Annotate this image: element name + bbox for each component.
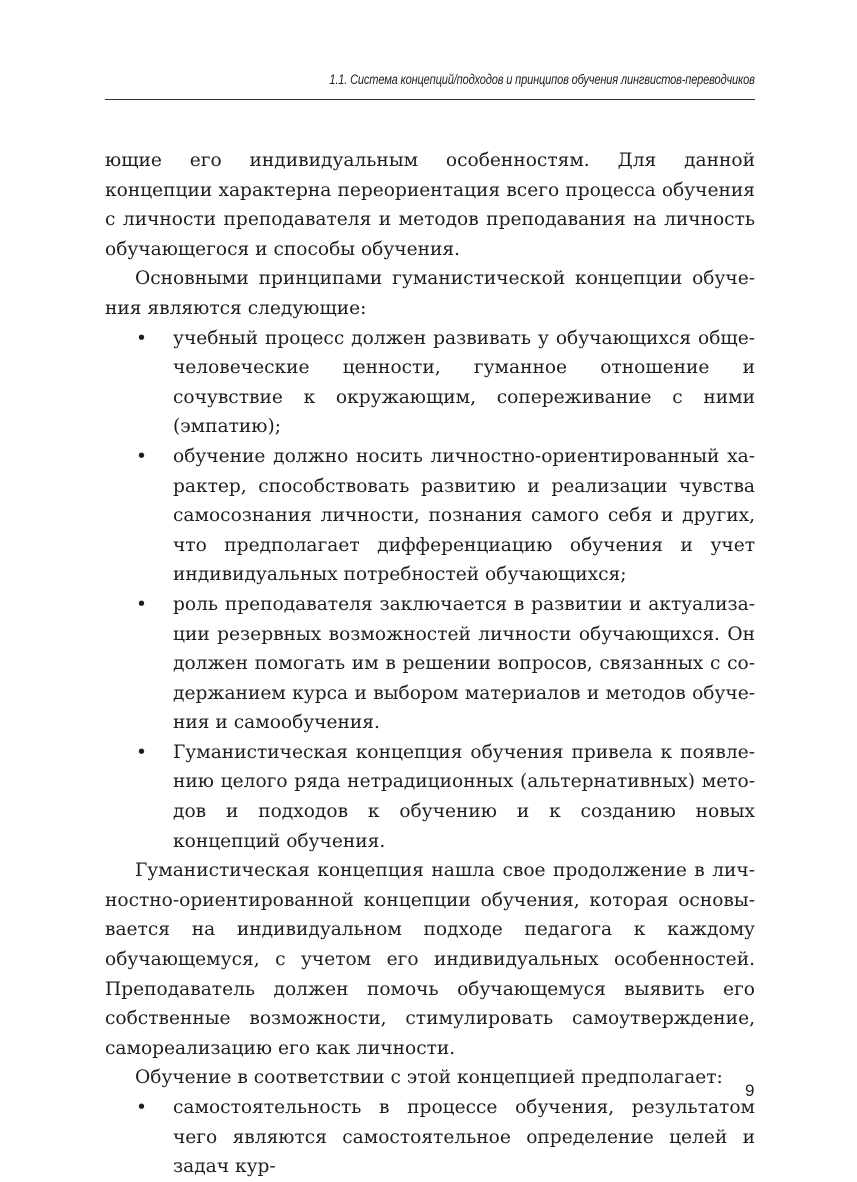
paragraph: Гуманистическая концепция нашла свое продолжение в личностно-ориентированной концепции обучения, которая основывается на индивидуальном подходе педагога к каждому обучающемуся, с учетом его индивидуальных особенностей. Преподаватель должен помочь обучающемуся выявить его собственные возможности, стимулировать самоутверждение, самореализацию его как личности. <box>105 860 755 1059</box>
list-item-text: обучение должно носить личностно-ориентированный характер, способствовать развитию и реализации чувства самосознания личности, познания самого себя и других, что предполагает дифференциацию обучения и учет индивидуальных потребностей обучающихся; <box>173 445 755 586</box>
list-item-text: учебный процесс должен развивать у обучающихся общечеловеческие ценности, гуманное отношение и сочувствие к окружающим, сопереживание с ними (эмпатию); <box>173 327 755 438</box>
running-header <box>105 72 755 100</box>
page-number: 9 <box>745 1081 755 1100</box>
paragraph: Основными принципами гуманистической концепции обучения являются следующие: <box>105 268 755 319</box>
bullet-list <box>105 324 755 857</box>
list-item <box>105 1093 755 1182</box>
paragraph: ющие его индивидуальным особенностям. Для данной концепции характерна переориентация всего процесса обучения с личности преподавателя и методов преподавания на личность обучающегося и способы обучения. <box>105 150 755 260</box>
paragraph: Обучение в соответствии с этой концепцией предполагает: <box>135 1067 723 1089</box>
page-body <box>105 146 755 1182</box>
list-item-text: Гуманистическая концепция обучения привела к появлению целого ряда нетрадиционных (альтернативных) методов и подходов к обучению и к созданию новых концепций обучения. <box>173 741 755 852</box>
bullet-icon: • <box>136 1097 147 1118</box>
bullet-icon: • <box>136 445 147 467</box>
bullet-icon: • <box>136 741 147 763</box>
list-item <box>105 738 755 856</box>
list-item <box>105 324 755 442</box>
running-title: 1.1. Система концепций/подходов и принципов обучения лингвистов-переводчиков <box>329 72 755 87</box>
list-item <box>105 442 755 590</box>
bullet-icon: • <box>136 327 147 349</box>
bullet-icon: • <box>136 593 147 615</box>
list-item <box>105 590 755 738</box>
list-item-text: самостоятельность в процессе обучения, результатом чего являются самостоятельное определение целей и задач кур- <box>173 1097 755 1178</box>
bullet-list <box>105 1093 755 1182</box>
list-item-text: роль преподавателя заключается в развитии и актуализации резервных возможностей личности обучающихся. Он должен помогать им в решении вопросов, связанных с содержанием курса и выбором материалов и методов обучения и самообучения. <box>173 593 755 734</box>
